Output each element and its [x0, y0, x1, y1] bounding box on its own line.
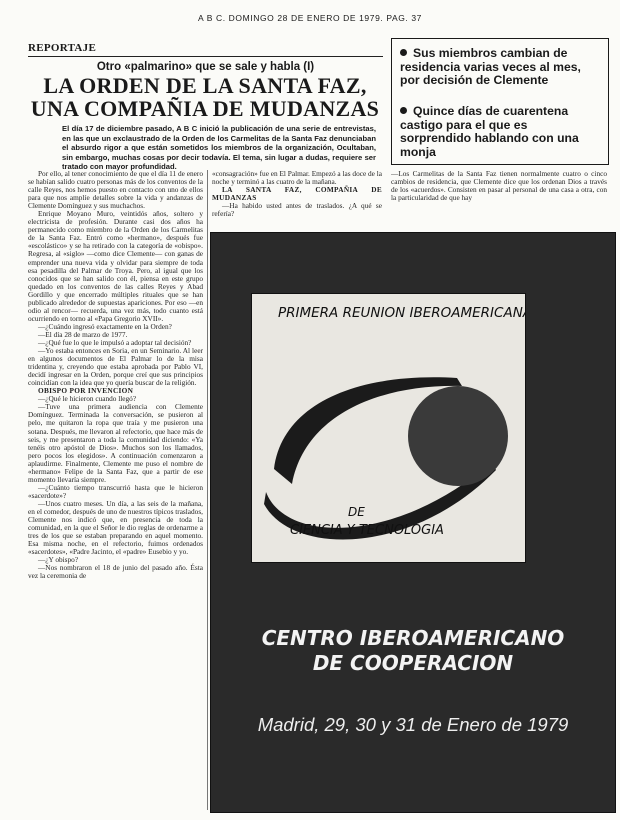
bullet-icon	[400, 107, 407, 114]
article-lead: El día 17 de diciembre pasado, A B C inició la publicación de una serie de entrevistas, en las que un exclaustrado de la Orden de los Carmelitas de la Santa Faz denunciaban el absurdo rigor a que están sometidos los miembros de la organización, Ocultaban, sin embargo, muchas cosas por decir todavía. El tema, sin lugar a dudas, requiere ser tratado con mayor profundidad.	[62, 124, 376, 171]
logo-line-3: CIENCIA Y TECNOLOGIA	[290, 523, 444, 538]
page-folio: A B C. DOMINGO 28 DE ENERO DE 1979. PAG. 37	[197, 13, 423, 23]
logo-globe	[408, 386, 508, 486]
highlight-item	[400, 47, 600, 88]
highlight-text: Sus miembros cambian de residencia varias veces al mes, por decisión de Clemente	[400, 46, 581, 87]
ad-title-line-1: CENTRO IBEROAMERICANO	[261, 626, 565, 650]
paragraph: —Unos cuatro meses. Un día, a las seis de la mañana, en el comedor, después de uno de nuestros típicos traslados, Clemente nos indicó que, en presencia de toda la comunidad, en la que el Señor le dio reglas de ordenarme a tres de los que se estaban preparando en aquel momento. Esa misma noche, en el refectorio, fuimos ordenados «sacerdotes», «Padre Jacinto, el «padre» Eusebio y yo.	[28, 498, 203, 557]
paragraph: —Nos nombraron el 18 de junio del pasado año. Ésta vez la ceremonia de	[28, 563, 203, 581]
highlight-text: Quince días de cuarentena castigo para el que es sorprendido hablando con una monja	[400, 104, 579, 159]
paragraph: —El día 28 de marzo de 1977.	[38, 329, 128, 339]
logo-line-1: PRIMERA REUNION IBEROAMERICANA	[278, 305, 525, 321]
article-kicker: Otro «palmarino» que se sale y habla (I)	[96, 61, 315, 73]
article-column-2	[212, 170, 382, 222]
paragraph: —¿Cuánto tiempo transcurrió hasta que le hicieron «sacerdote»?	[28, 482, 203, 500]
paragraph: —Yo estaba entonces en Soria, en un Seminario. Al leer en algunos documentos de El Palmar lo de la misa tridentina y, creyendo que estaba aprobada por Pablo VI, decidí ingresar en la Orden, porque creí que sus principios coincidían con la idea que yo quería buscar de la religión.	[28, 346, 203, 388]
paragraph: Por ello, al tener conocimiento de que el día 11 de enero se habían salido cuatro personas más de los conventos de la calle Reyes, nos hemos puesto en contacto con uno de ellos para que nos amplíe detalles sobre la vida y andanzas de Clemente Domínguez y sus muchachos.	[28, 170, 203, 211]
conference-logo-panel	[251, 293, 526, 563]
paragraph: —¿Qué le hicieron cuando llegó?	[38, 394, 137, 404]
subheading: OBISPO POR INVENCION	[38, 386, 134, 396]
ad-title-line-2: DE COOPERACION	[312, 651, 514, 675]
paragraph: «consagración» fue en El Palmar. Empezó a las doce de la noche y terminó a las cuatro de la mañana.	[212, 170, 382, 187]
advertisement	[210, 232, 616, 813]
article-column-3	[391, 170, 607, 222]
article-column-1	[28, 170, 203, 810]
ad-date: Madrid, 29, 30 y 31 de Enero de 1979	[257, 714, 569, 735]
paragraph: Enrique Moyano Muro, veintidós años, soltero y electricista de profesión. Durante casi dos años ha permanecido como miembro de la Orden de los Carmelitas de la Santa Faz. Entró como «hermano», después fue «escolástico» y se ha retirado con la categoría de «obispo». Regresa, al «siglo» —como dice Clemente— con ganas de emprender una nueva vida y olvidar para siempre de toda esa pesadilla del Palmar de Troya. Pero, al igual que los conocidos que se han salido con él, piensa en este grupo quedado en los conventos de las calles Reyes y Abad Gordillo y que encerrado múltiples rituales que se han publicado alrededor de supuestas apariciones. Por eso —en odio al rencor— recuerda, una vez más, todo cuanto está ocurriendo en torno al «Papa Gregorio XVII».	[28, 209, 203, 323]
subheading: LA SANTA FAZ, COMPAÑIA DE MUDANZAS	[212, 185, 382, 203]
paragraph: —¿Cuándo ingresó exactamente en la Orden?	[38, 321, 172, 331]
conference-logo	[252, 294, 525, 562]
highlight-item	[400, 105, 600, 159]
paragraph: —Ha habido usted antes de traslados. ¿A qué se refería?	[212, 201, 382, 219]
column-divider	[207, 170, 208, 810]
logo-line-2: DE	[348, 505, 365, 519]
bullet-icon	[400, 49, 407, 56]
paragraph: —¿Y obispo?	[38, 555, 79, 565]
paragraph: —¿Qué fue lo que le impulsó a adoptar tal decisión?	[38, 337, 192, 347]
section-divider	[28, 56, 383, 57]
article-headline: LA ORDEN DE LA SANTA FAZ, UNA COMPAÑIA DE MUDANZAS	[30, 73, 380, 121]
highlights-box	[391, 38, 609, 165]
paragraph: —Tuve una primera audiencia con Clemente Domínguez. Terminada la conversación, se pusieron al pelo, me quitaron la ropa que traía y me pusieron una sotana. Después, me llevaron al refectorio, que hace más de seis, y me presentaron a toda la comunidad diciendo: «Ya tenéis otro apóstol de Dios». Muchos son los llamados, pero pocos los elegidos». A continuación comenzaron a aplaudirme. Finalmente, Clemente me puso el nombre de «hermano» Felipe de la Santa Faz, que a partir de ese momento llevaría siempre.	[28, 402, 203, 484]
section-label: REPORTAJE	[28, 42, 97, 54]
paragraph: —Los Carmelitas de la Santa Faz tienen normalmente cuatro o cinco cambios de residencia, que Clemente dice que los ordenan Dios a través de los «acuerdos». Consisten en pasar al personal de una casa a otra, con la particularidad de que hay	[391, 170, 607, 203]
